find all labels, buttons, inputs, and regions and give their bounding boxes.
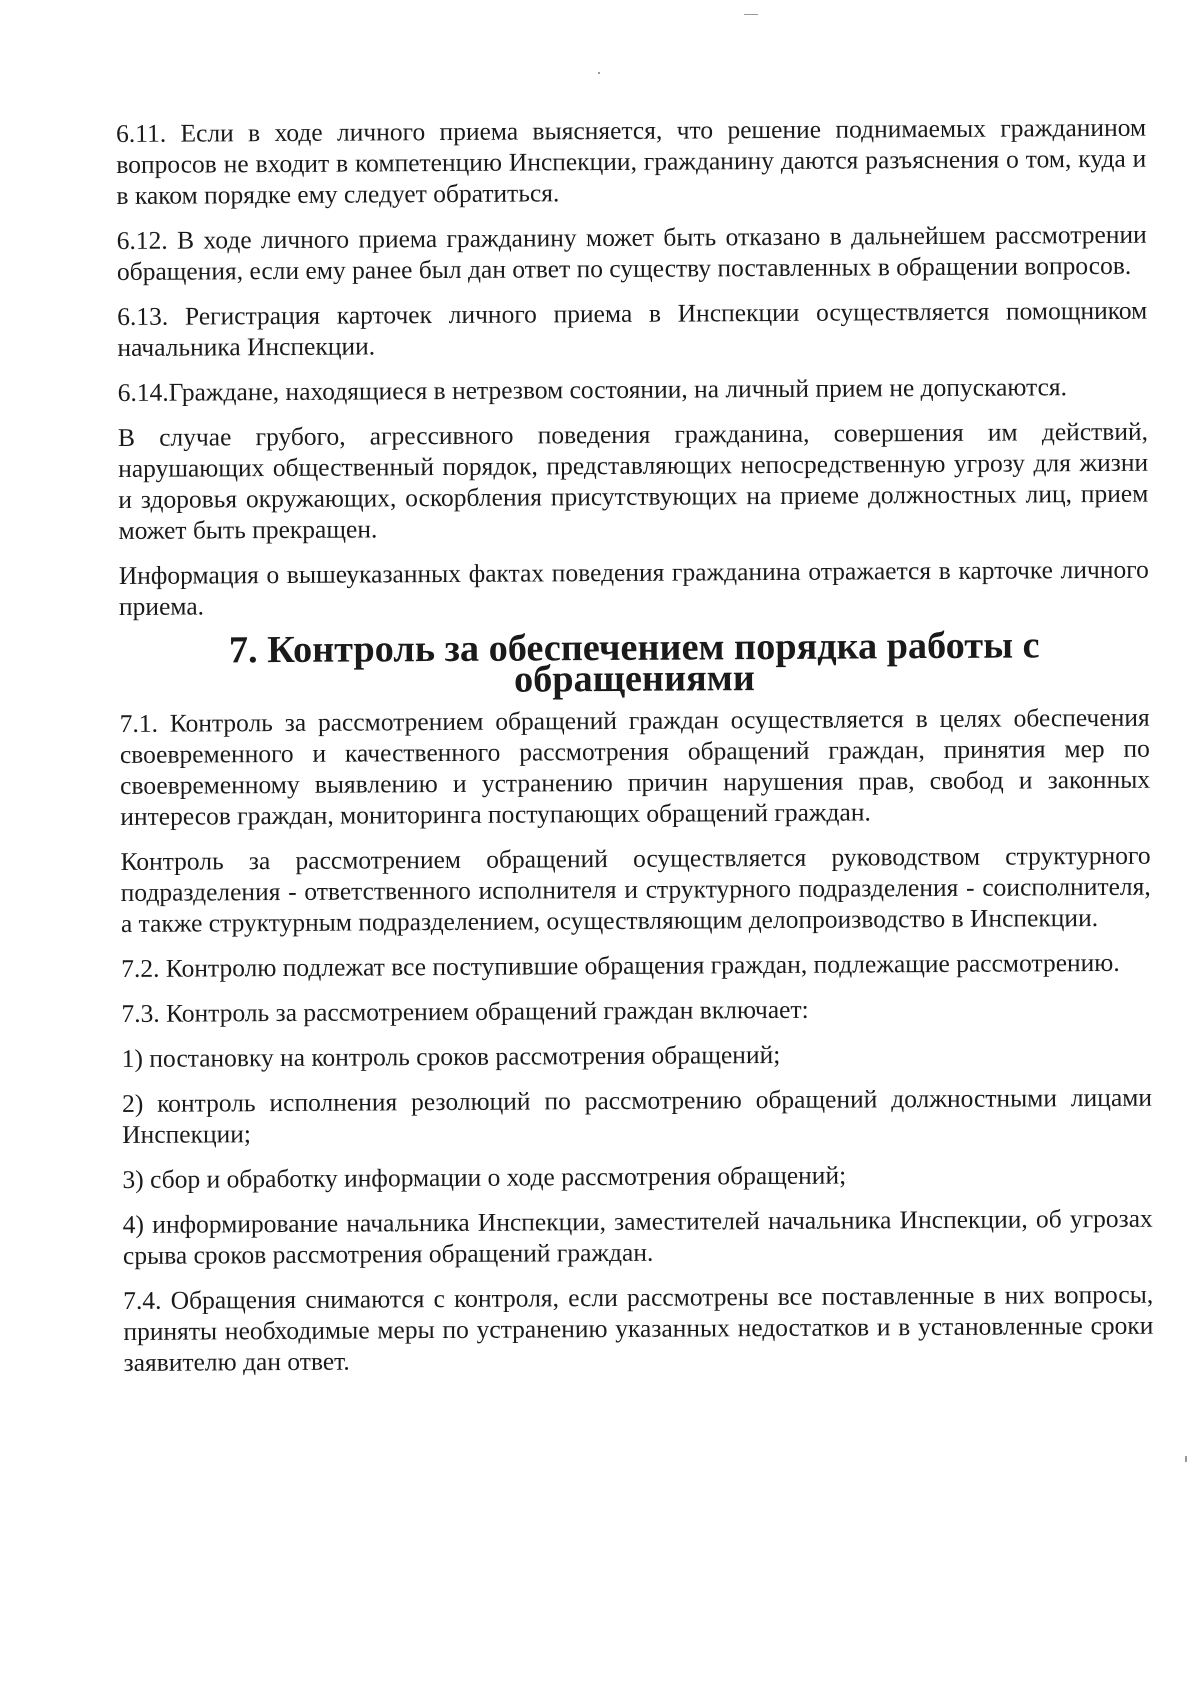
document-body [116,112,1154,1392]
paragraph-7-2: 7.2. Контролю подлежат все поступившие обращения граждан, подлежащие рассмотрению. [121,947,1120,983]
paragraph-6-13: 6.13. Регистрация карточек личного приема в Инспекции осуществляется помощником начальника Инспекции. [117,295,1148,362]
scan-speck [744,14,758,15]
paragraph-6-11: 6.11. Если в ходе личного приема выясняется, что решение поднимаемых гражданином вопросов не входит в компетенцию Инспекции, гражданину даются разъяснения о том, куда и в каком порядке ему следует обратиться. [116,112,1147,210]
list-item-2: 2) контроль исполнения резолюций по рассмотрению обращений должностными лицами Инспекции; [121,1082,1153,1149]
list-item-1: 1) постановку на контроль сроков рассмотрения обращений; [121,1039,781,1073]
paragraph-6-14-information: Информация о вышеуказанных фактах поведения гражданина отражается в карточке личного приема. [118,554,1149,621]
paragraph-6-12: 6.12. В ходе личного приема гражданину может быть отказано в дальнейшем рассмотрении обращения, если ему ранее был дан ответ по существу поставленных в обращении вопросов. [116,219,1147,286]
paragraph-7-3: 7.3. Контроль за рассмотрением обращений граждан включает: [121,994,809,1028]
paragraph-7-1: 7.1. Контроль за рассмотрением обращений граждан осуществляется в целях обеспечения своевременного и качественного рассмотрения обращений граждан, принятия мер по своевременному выявлению и устранению причин нарушения прав, свобод и законных интересов граждан, мониторинга поступающих обращений граждан. [119,702,1151,831]
paragraph-6-14: 6.14.Граждане, находящиеся в нетрезвом состоянии, на личный прием не допускаются. [117,372,1068,407]
paragraph-7-1-control: Контроль за рассмотрением обращений осуществляется руководством структурного подразделения - ответственного исполнителя и структурного подразделения - соисполнителя, а также структурным подразделением, осуществляющим делопроизводство в Инспекции. [120,840,1151,938]
scan-speck [598,72,600,74]
scan-speck [1185,1456,1187,1462]
list-item-3: 3) сбор и обработку информации о ходе рассмотрения обращений; [122,1160,847,1194]
list-item-4: 4) информирование начальника Инспекции, заместителей начальника Инспекции, об угрозах срыва сроков рассмотрения обращений граждан. [122,1203,1153,1270]
paragraph-6-14-rude-behavior: В случае грубого, агрессивного поведения гражданина, совершения им действий, нарушающих общественный порядок, представляющих непосредственную угрозу для жизни и здоровья окружающих, оскорбления присутствующих на приеме должностных лиц, прием может быть прекращен. [117,416,1149,545]
section-7-heading: 7. Контроль за обеспечением порядка работы с обращениями [228,624,1040,701]
paragraph-7-4: 7.4. Обращения снимаются с контроля, если рассмотрены все поставленные в них вопросы, приняты необходимые меры по устранению указанных недостатков и в установленные сроки заявителю дан ответ. [123,1279,1154,1377]
